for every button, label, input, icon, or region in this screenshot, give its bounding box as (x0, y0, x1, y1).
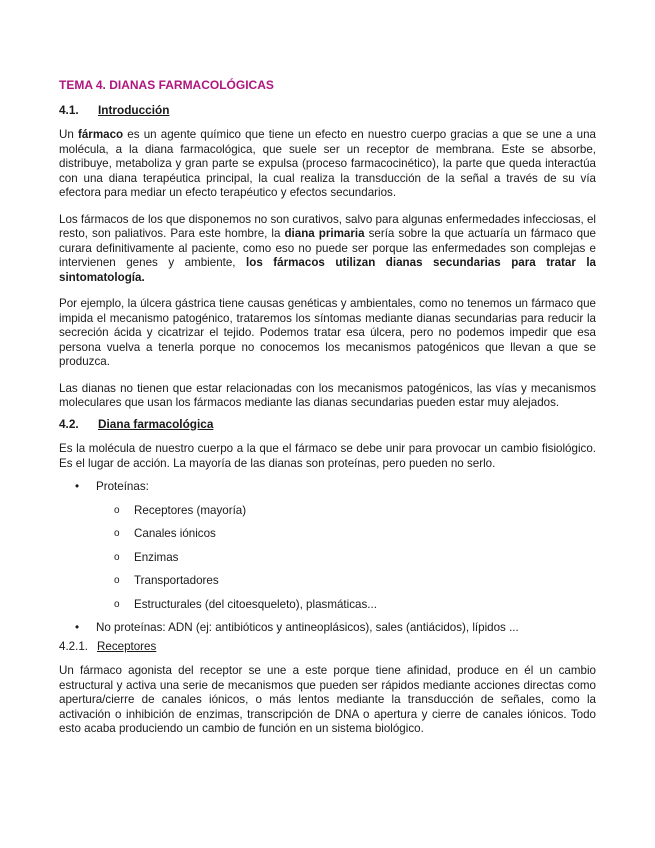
list-item: o Estructurales (del citoesqueleto), plasmáticas... (96, 598, 596, 613)
list-item-label: Proteínas: (96, 480, 149, 493)
section-title: Introducción (98, 102, 170, 117)
document-page (59, 78, 596, 749)
subsection-heading-4-2-1 (59, 640, 596, 655)
paragraph-diana-primaria (59, 213, 596, 286)
bold-term-diana-primaria: diana primaria (284, 227, 365, 240)
list-item: o Transportadores (96, 574, 596, 589)
protein-sublist (96, 504, 596, 613)
list-item: o Enzimas (96, 551, 596, 566)
subsection-title: Receptores (97, 639, 157, 653)
text-run: sería sobre la que actuaría un fármaco que curara definitivamente al paciente, como eso no puede ser porque las enfermedades son complejas e intervienen genes y ambiente, (59, 227, 596, 269)
paragraph-dianas-relacion: Las dianas no tienen que estar relacionadas con los mecanismos patogénicos, las vías y mecanismos moleculares que usan los fármacos mediante las dianas secundarias pueden estar muy alejados. (59, 381, 596, 409)
paragraph-definicion-diana: Es la molécula de nuestro cuerpo a la que el fármaco se debe unir para provocar un cambio fisiológico. Es el lugar de acción. La mayoría de las dianas son proteínas, pero pueden no serlo. (59, 442, 596, 470)
chapter-title: TEMA 4. DIANAS FARMACOLÓGICAS (59, 78, 274, 92)
section-heading-4-2 (59, 417, 596, 432)
list-item-no-proteinas: • No proteínas: ADN (ej: antibióticos y antineoplásicos), sales (antiácidos), lípidos ... (59, 621, 596, 636)
bold-term-farmaco: fármaco (78, 128, 124, 141)
text-run: Los fármacos de los que disponemos no son curativos, salvo para algunas enfermedades infecciosas, el resto, son paliativos. Para este hombre, la (59, 212, 596, 240)
section-number: 4.2. (59, 416, 79, 431)
text-run: es un agente químico que tiene un efecto en nuestro cuerpo gracias a que se une a una molécula, a la diana farmacológica, que suele ser un receptor de membrana. Este se absorbe, distribuye, metaboliza y gran parte se expulsa (proceso farmacocinético), la parte que queda interactúa con una diana terapéutica principal, la cual realiza la transducción de la señal a través de su vía efectora para mediar un efecto terapéutico y efectos secundarios. (59, 128, 596, 199)
list-item: o Canales iónicos (96, 527, 596, 542)
target-types-list (59, 480, 596, 636)
section-title: Diana farmacológica (98, 416, 214, 431)
list-item-proteinas (59, 480, 596, 612)
text-run: Un (59, 128, 78, 141)
bold-statement-dianas-secundarias: los fármacos utilizan dianas secundarias para tratar la sintomatología. (59, 256, 597, 284)
list-item: o Receptores (mayoría) (96, 504, 596, 519)
subsection-number: 4.2.1. (59, 639, 89, 653)
section-number: 4.1. (59, 102, 79, 117)
paragraph-ulcera: Por ejemplo, la úlcera gástrica tiene causas genéticas y ambientales, como no tenemos un fármaco que impida el mecanismo patogénico, trataremos los síntomas mediante dianas secundarias para reducir la secreción ácida y cicatrizar el tejido. Podemos tratar esa úlcera, pero no podemos impedir que esa persona vuelva a tenerla porque no conocemos los mecanismos patogénicos que llevan a que se produzca. (59, 297, 596, 368)
paragraph-farmaco (59, 128, 596, 201)
section-heading-4-1 (59, 103, 596, 118)
paragraph-receptores: Un fármaco agonista del receptor se une a este porque tiene afinidad, produce en él un cambio estructural y activa una serie de mecanismos que pueden ser rápidos mediante acciones directas como apertura/cierre de canales iónicos, o más lentos mediante la transducción de señales, como la activación o inhibición de enzimas, transcripción de DNA o apertura y cierre de canales iónicos. Todo esto acaba produciendo un cambio de función en un sistema biológico. (59, 664, 596, 735)
